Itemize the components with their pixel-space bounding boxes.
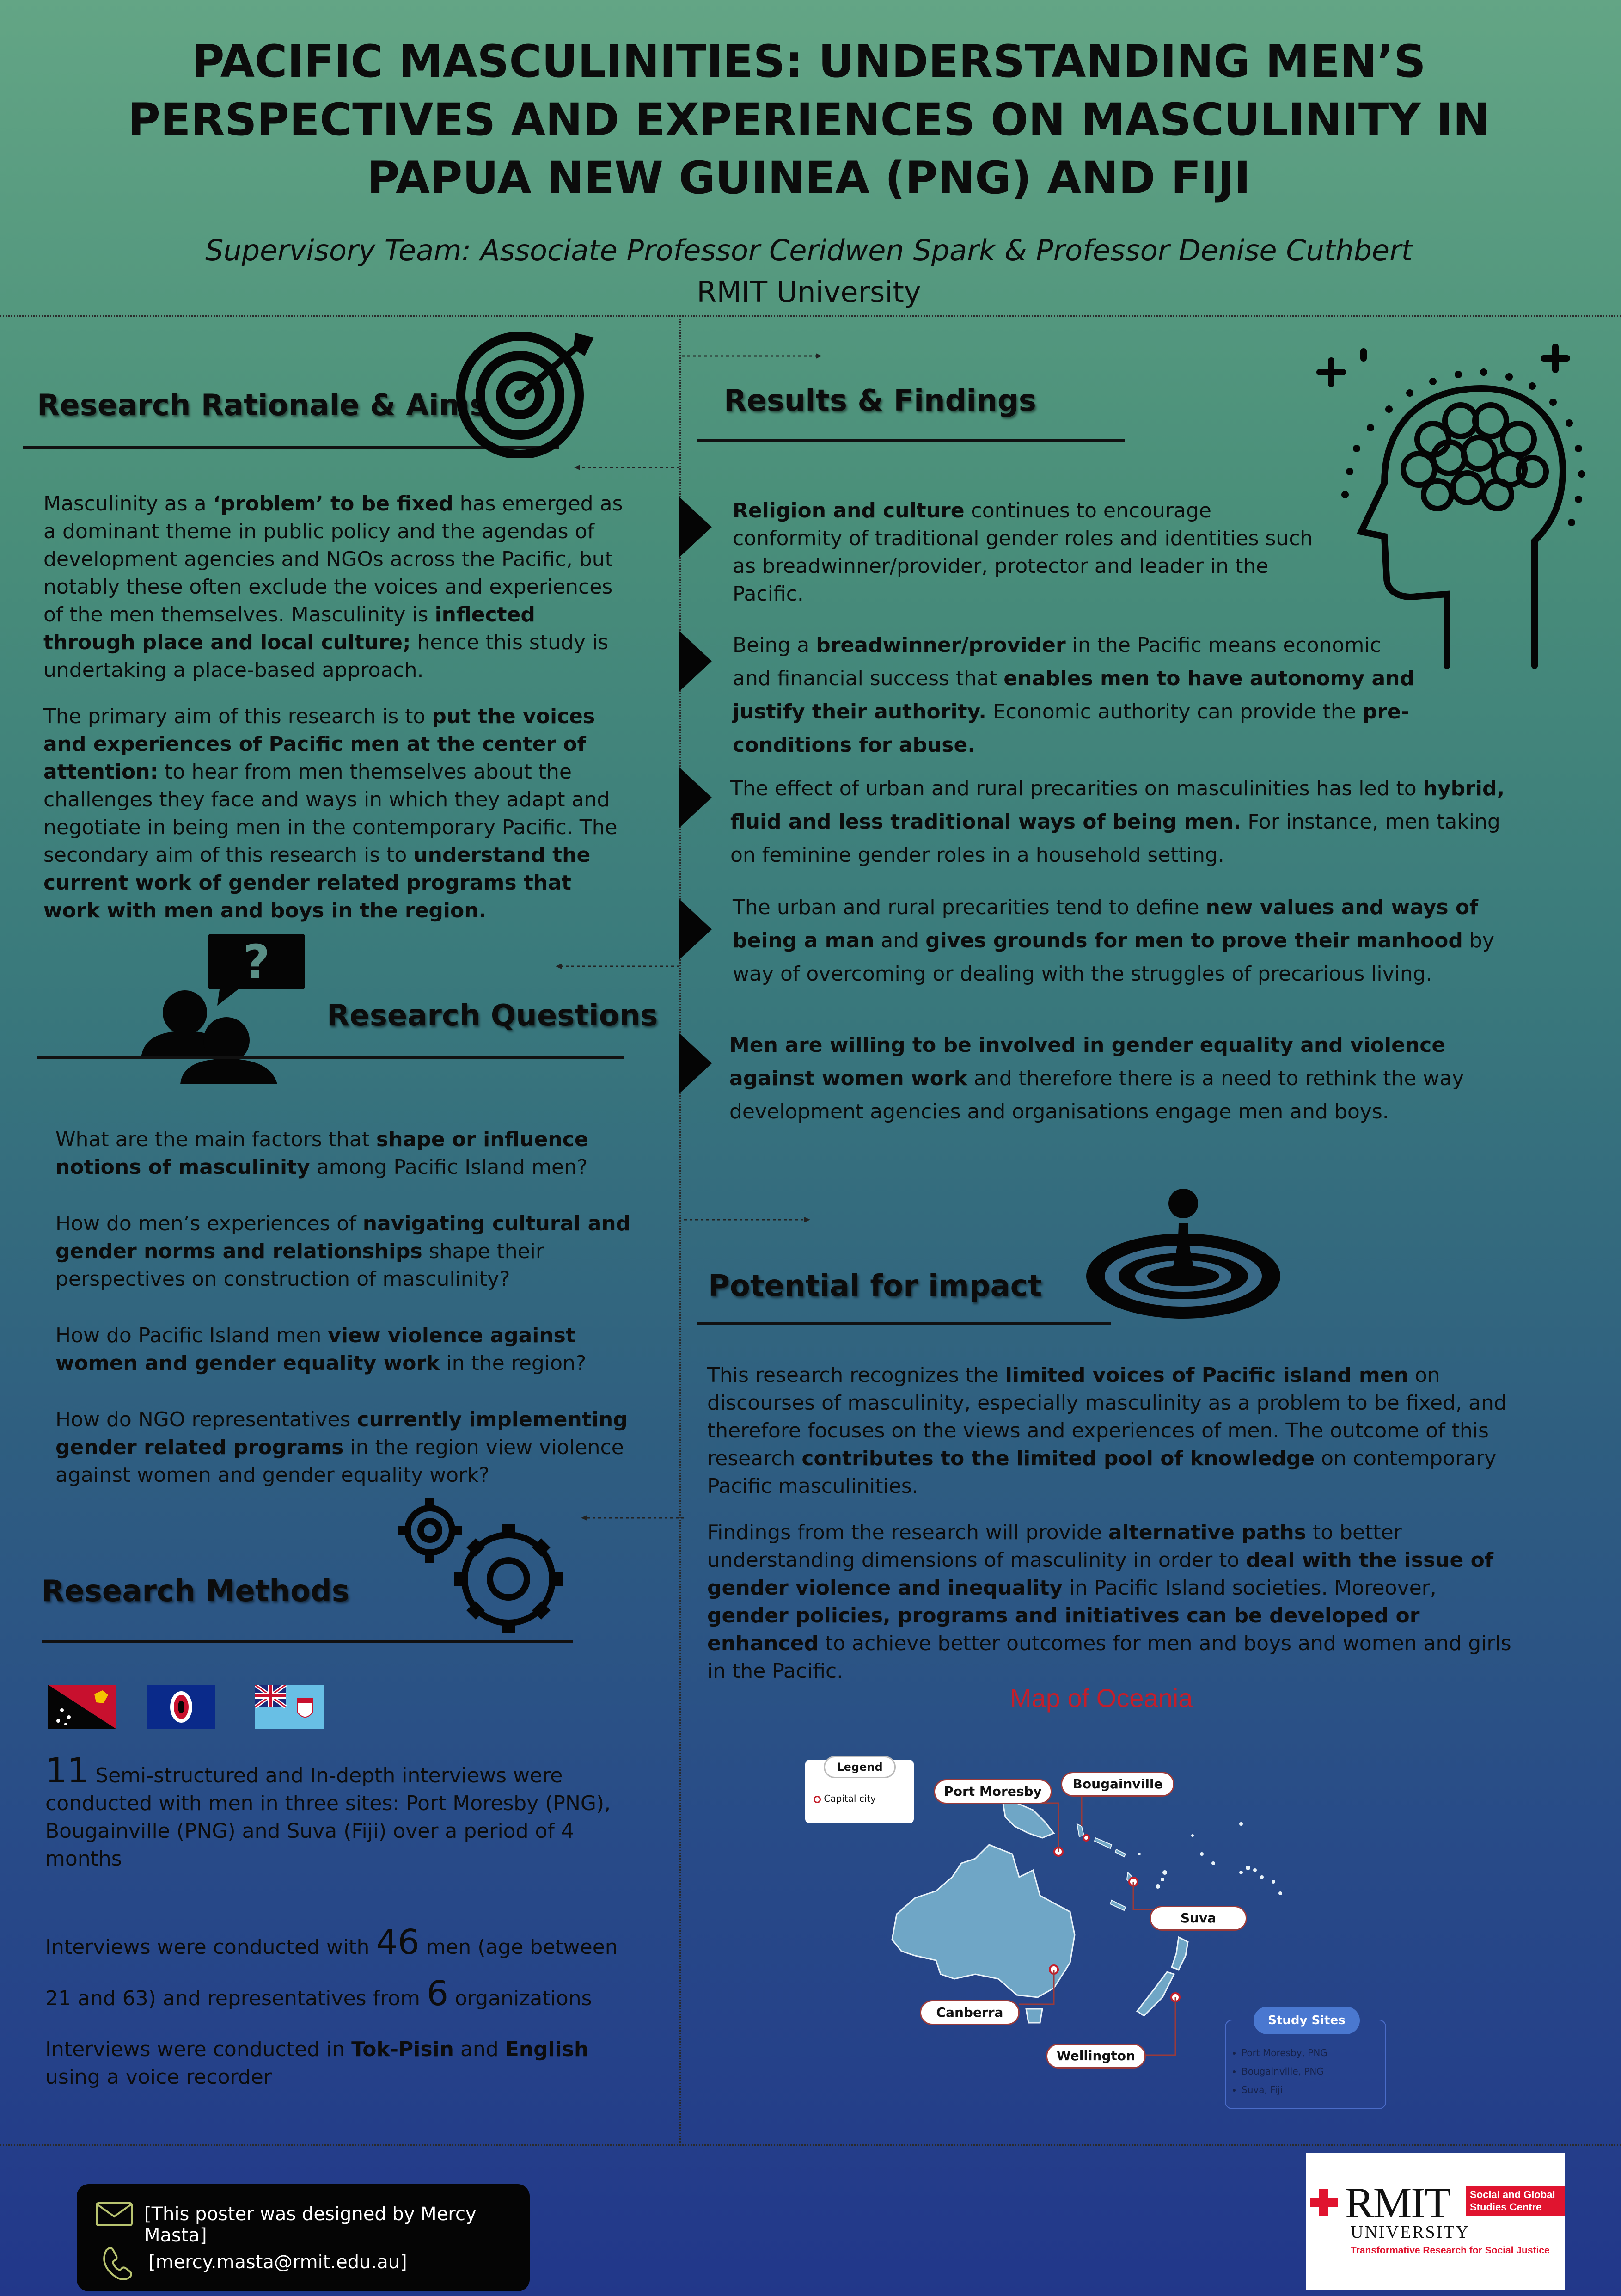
- solomon-islands: [1095, 1838, 1126, 1857]
- centre-name-line: Social and Global: [1470, 2189, 1555, 2200]
- text-run-bold: view violence against women and gender equality work: [55, 1324, 575, 1375]
- text-run: How do men’s experiences of: [55, 1212, 363, 1235]
- contact-box: [77, 2184, 530, 2291]
- text-run: continues to encourage conformity of traditional gender roles and identities such as breadwinner/provider, protector and leader in the Pacific.: [733, 499, 1313, 606]
- fiji-flag-icon: [255, 1685, 324, 1729]
- label-suva: Suva: [1150, 1906, 1247, 1931]
- connector-arrow-questions: [550, 959, 689, 973]
- study-sites-list: [1230, 2044, 1327, 2099]
- header-divider: [0, 315, 1621, 317]
- study-site-item: • Suva, Fiji: [1242, 2081, 1327, 2099]
- bullet-arrow: [679, 767, 712, 828]
- text-run-bold: breadwinner/provider: [816, 633, 1066, 657]
- target-icon: [441, 328, 603, 458]
- contact-email[interactable]: [mercy.masta@rmit.edu.au]: [148, 2252, 407, 2273]
- centre-name-line: Studies Centre: [1470, 2201, 1542, 2213]
- text-run: in the Pacific means economic and financial success that: [733, 633, 1381, 690]
- university-name: RMIT University: [697, 275, 921, 309]
- text-run: Findings from the research will provide: [707, 1521, 1108, 1544]
- text-run-bold: new values and ways of being a man: [733, 896, 1479, 952]
- bougainville-landmass: [1077, 1824, 1084, 1836]
- label-port-moresby: Port Moresby: [934, 1779, 1052, 1804]
- impact-rule: [697, 1322, 1111, 1325]
- new-zealand-north-island: [1172, 1937, 1188, 1970]
- rationale-heading: Research Rationale & Aims: [37, 388, 488, 423]
- column-divider: [679, 315, 681, 2146]
- question-item: [55, 1322, 633, 1377]
- text-run: Semi-structured and In-depth interviews were conducted with men in three sites: Port Moresby (PNG), Bougainville (PNG) and Suva (Fiji) over a period of 4 months: [45, 1764, 611, 1871]
- methods-text: [45, 1751, 646, 2091]
- connector-arrow-impact: [679, 1213, 818, 1227]
- text-run: to better understanding dimensions of masculinity in order to: [707, 1521, 1402, 1572]
- label-canberra: Canberra: [920, 2000, 1020, 2025]
- text-run: Masculinity as a: [43, 492, 213, 516]
- text-run: organizations: [448, 1987, 592, 2010]
- text-run-bold: shape or influence notions of masculinity: [55, 1128, 588, 1179]
- tasmania-landmass: [1026, 2009, 1042, 2023]
- question-item: [55, 1126, 633, 1181]
- text-run: and: [453, 2038, 505, 2061]
- methods-heading: Research Methods: [42, 1574, 349, 1608]
- text-run-bold: hybrid, fluid and less traditional ways of being men.: [730, 777, 1505, 834]
- bougainville-flag-icon: [147, 1685, 215, 1729]
- text-run-bold: understand the current work of gender related programs that work with men and boys in the region.: [43, 843, 591, 922]
- rmit-logo: [1306, 2153, 1565, 2290]
- text-run-bold: Tok-Pisin: [351, 2038, 454, 2061]
- text-run: by way of overcoming or dealing with the struggles of precarious living.: [733, 929, 1494, 986]
- brain-head-icon: [1294, 333, 1590, 675]
- legend-item-label: Capital city: [824, 1793, 876, 1804]
- text-run: to hear from men themselves about the challenges they face and ways in which they adapt and negotiate in being men in the contemporary Pacific. The secondary aim of this research is to: [43, 760, 618, 867]
- text-run: Economic authority can provide the: [986, 700, 1363, 724]
- text-run-bold: gender policies, programs and initiatives can be developed or enhanced: [707, 1604, 1420, 1655]
- text-run: The primary aim of this research is to: [43, 705, 432, 728]
- footer-divider: [0, 2144, 1621, 2146]
- text-run: in the region view violence against women and gender equality work?: [55, 1436, 624, 1487]
- text-run: How do NGO representatives: [55, 1408, 357, 1431]
- methods-rule: [42, 1640, 573, 1643]
- question-item: [55, 1406, 633, 1489]
- organization-count: 6: [426, 1974, 449, 2014]
- legend-title: Legend: [824, 1756, 896, 1778]
- text-run-bold: limited voices of Pacific island men: [1005, 1363, 1408, 1387]
- text-run-bold: Men are willing to be involved in gender equality and violence against women work: [729, 1033, 1446, 1090]
- rmit-tagline: Transformative Research for Social Justice: [1351, 2245, 1550, 2256]
- text-run: How do Pacific Island men: [55, 1324, 328, 1347]
- impact-text: [707, 1362, 1516, 1704]
- text-run: among Pacific Island men?: [310, 1155, 588, 1179]
- men-count: 46: [376, 1922, 420, 1962]
- interview-count: 11: [45, 1751, 89, 1791]
- new-caledonia-landmass: [1110, 1900, 1126, 1910]
- png-flag-icon: [48, 1685, 116, 1729]
- text-run: men (age between 21 and 63) and representatives from: [45, 1935, 618, 2010]
- centre-label-bar: [1466, 2186, 1565, 2216]
- methods-paragraph-3: [45, 2036, 646, 2091]
- pacific-islands: [1138, 1822, 1282, 1895]
- methods-paragraph-1: [45, 1751, 646, 1873]
- bullet-arrow: [679, 1033, 712, 1093]
- supervisory-team: Supervisory Team: Associate Professor Ceridwen Spark & Professor Denise Cuthbert: [205, 233, 1413, 267]
- people-question-icon: [139, 932, 310, 1084]
- water-drop-icon: [1084, 1186, 1283, 1322]
- gears-icon: [391, 1491, 575, 1637]
- question-item: [55, 1210, 633, 1293]
- text-run-bold: put the voices and experiences of Pacific men at the center of attention:: [43, 705, 595, 784]
- rationale-paragraph-2: [43, 703, 630, 925]
- text-run: Interviews were conducted in: [45, 2038, 352, 2061]
- rationale-text: [43, 490, 630, 943]
- text-run-bold: inflected through place and local culture;: [43, 603, 535, 654]
- impact-heading: Potential for impact: [708, 1269, 1042, 1303]
- text-run-bold: pre-conditions for abuse.: [733, 700, 1410, 757]
- bullet-arrow: [679, 631, 712, 691]
- results-heading: Results & Findings: [724, 384, 1036, 418]
- text-run: using a voice recorder: [45, 2065, 272, 2089]
- study-site-item: • Bougainville, PNG: [1242, 2062, 1327, 2081]
- finding-item: [730, 772, 1507, 872]
- text-run: on contemporary Pacific masculinities.: [707, 1447, 1497, 1498]
- text-run: hence this study is undertaking a place-based approach.: [43, 631, 609, 682]
- new-guinea-landmass: [1003, 1803, 1054, 1838]
- label-wellington: Wellington: [1046, 2044, 1146, 2069]
- text-run-bold: ‘problem’ to be fixed: [213, 492, 453, 516]
- capital-marker-icon: [814, 1796, 821, 1803]
- text-run-bold: English: [505, 2038, 589, 2061]
- study-sites-title: Study Sites: [1254, 2007, 1360, 2034]
- impact-paragraph-2: [707, 1519, 1516, 1685]
- text-run-bold: enables men to have autonomy and justify their authority.: [733, 667, 1414, 724]
- poster-title: [116, 32, 1502, 207]
- new-zealand-south-island: [1137, 1972, 1174, 2016]
- text-run: This research recognizes the: [707, 1363, 1005, 1387]
- text-run-bold: currently implementing gender related programs: [55, 1408, 628, 1459]
- text-run: Being a: [733, 633, 816, 657]
- questions-heading: Research Questions: [327, 999, 658, 1033]
- text-run: For instance, men taking on feminine gender roles in a household setting.: [730, 810, 1500, 867]
- title-line: PERSPECTIVES AND EXPERIENCES ON MASCULINITY IN: [128, 94, 1490, 146]
- title-line: PAPUA NEW GUINEA (PNG) AND FIJI: [367, 152, 1251, 204]
- text-run: The urban and rural precarities tend to define: [733, 896, 1206, 919]
- legend-item: [814, 1793, 876, 1804]
- text-run-bold: deal with the issue of gender violence and inequality: [707, 1548, 1493, 1600]
- svg-text:?: ?: [243, 935, 270, 989]
- impact-paragraph-1: [707, 1362, 1516, 1500]
- methods-paragraph-2: [45, 1919, 646, 2022]
- text-run: and: [874, 929, 926, 952]
- text-run: in Pacific Island societies. Moreover,: [1062, 1576, 1437, 1600]
- study-sites-box: [1225, 2014, 1386, 2109]
- text-run: and therefore there is a need to rethink the way development agencies and organisations engage men and boys.: [729, 1067, 1464, 1123]
- finding-item: [733, 497, 1324, 608]
- map-legend: [805, 1760, 914, 1823]
- label-bougainville: Bougainville: [1061, 1772, 1174, 1797]
- text-run: The effect of urban and rural precarities on masculinities has led to: [730, 777, 1423, 800]
- australia-landmass: [892, 1845, 1075, 1997]
- map-title: Map of Oceania: [1010, 1683, 1193, 1713]
- finding-item: [733, 891, 1518, 991]
- text-run: Interviews were conducted with: [45, 1935, 376, 1959]
- designer-credit: [This poster was designed by Mercy Masta]: [144, 2204, 477, 2246]
- text-run: shape their perspectives on construction of masculinity?: [55, 1240, 544, 1291]
- text-run: in the region?: [440, 1351, 587, 1375]
- finding-item: [733, 629, 1417, 762]
- text-run-bold: gives grounds for men to prove their manhood: [925, 929, 1463, 952]
- questions-rule: [37, 1056, 624, 1059]
- finding-item: [729, 1029, 1515, 1129]
- text-run: What are the main factors that: [55, 1128, 377, 1151]
- rmit-wordmark: RMIT: [1345, 2179, 1450, 2227]
- bullet-arrow: [679, 497, 712, 557]
- phone-icon: [97, 2243, 134, 2280]
- text-run-bold: contributes to the limited pool of knowledge: [801, 1447, 1315, 1470]
- text-run-bold: alternative paths: [1108, 1521, 1306, 1544]
- bullet-arrow: [679, 899, 712, 959]
- text-run: to achieve better outcomes for men and boys and women and girls in the Pacific.: [707, 1632, 1511, 1683]
- title-line: PACIFIC MASCULINITIES: UNDERSTANDING MEN’S: [192, 36, 1426, 87]
- text-run: on discourses of masculinity, especially masculinity as a problem to be fixed, and therefore focuses on the views and experiences of men. The outcome of this research: [707, 1363, 1507, 1470]
- rmit-university-text: UNIVERSITY: [1351, 2222, 1470, 2242]
- text-run: has emerged as a dominant theme in public policy and the agendas of development agencies and NGOs across the Pacific, but notably these often exclude the voices and experiences of the men themselves. Masculinity is: [43, 492, 623, 626]
- questions-list: [55, 1126, 633, 1518]
- results-rule: [697, 439, 1125, 442]
- rationale-paragraph-1: [43, 490, 630, 684]
- text-run-bold: navigating cultural and gender norms and relationships: [55, 1212, 631, 1263]
- study-site-item: • Port Moresby, PNG: [1242, 2044, 1327, 2062]
- text-run-bold: Religion and culture: [733, 499, 965, 522]
- bougainville-marker: [1083, 1835, 1089, 1841]
- rmit-pixel-mark-icon: [1310, 2184, 1342, 2226]
- envelope-icon: [95, 2202, 133, 2227]
